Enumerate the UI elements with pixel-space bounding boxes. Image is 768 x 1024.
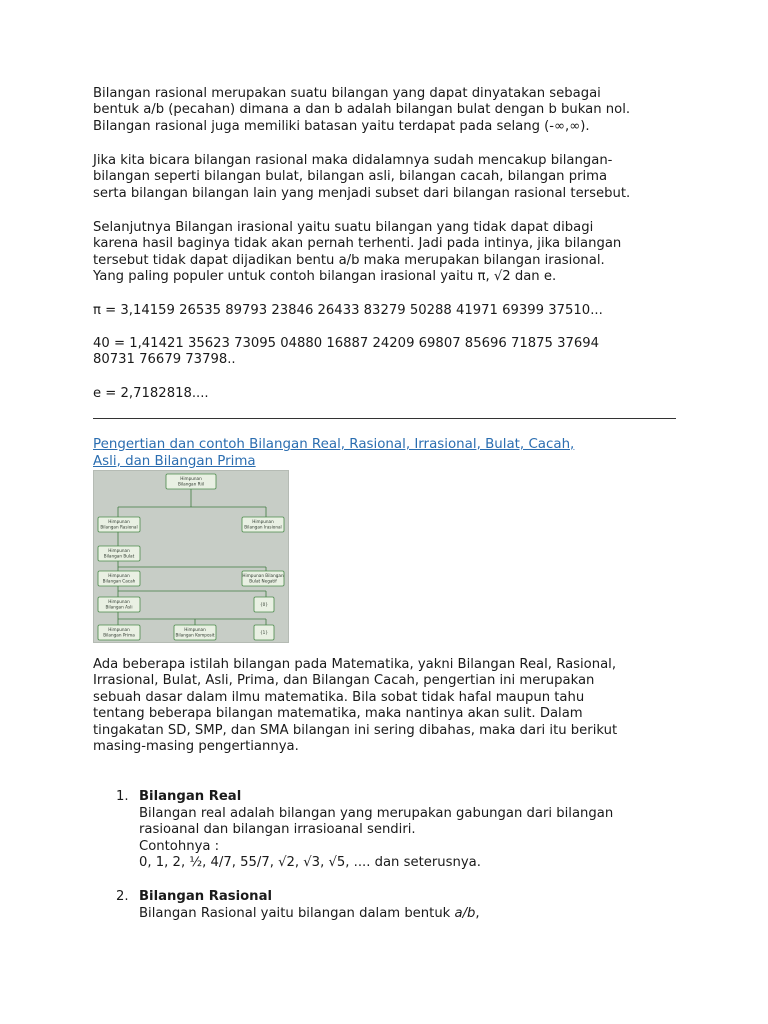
list-title: Bilangan Rasional — [139, 889, 272, 904]
paragraph-rational-subsets: Jika kita bicara bilangan rasional maka didalamnya sudah mencakup bilangan- bilangan seperti bilangan bulat, bilangan asli, bilangan cacah, bilangan prima serta bilangan bilangan lain yang menjadi subset dari bilangan rasional tersebut. — [93, 153, 631, 201]
list-body-math: a/b — [454, 906, 476, 921]
number-set-diagram — [93, 470, 289, 643]
node-nol-label: {0} — [260, 602, 268, 607]
node-cacah-label-1: Himpunan — [108, 573, 130, 578]
node-bulat-label-2: Bilangan Bulat — [103, 553, 135, 559]
list-number: 2. — [116, 889, 129, 904]
node-prima-label-2: Bilangan Prima — [103, 632, 135, 638]
node-irasional-label-2: Bilangan Irasional — [244, 524, 282, 530]
node-komposit-label-2: Bilangan Komposit — [175, 632, 215, 638]
article-intro: Ada beberapa istilah bilangan pada Matematika, yakni Bilangan Real, Rasional, Irrasional, Bulat, Asli, Prima, dan Bilangan Cacah, pengertian ini merupakan sebuah dasar dalam ilmu matematika. Bila sobat tidak hafal maupun tahu tentang beberapa bilangan matematika, maka nantinya akan sulit. Dalam tingakatan SD, SMP, dan SMA bilangan ini sering dibahas, maka dari itu berikut masing-masing pengertiannya. — [93, 657, 618, 755]
node-irasional-label-1: Himpunan — [252, 519, 274, 524]
list-title: Bilangan Real — [139, 789, 242, 804]
node-asli-label-1: Himpunan — [108, 599, 130, 604]
node-cacah-label-2: Bilangan Cacah — [102, 578, 136, 584]
horizontal-divider — [93, 418, 676, 419]
node-satu-label: {1} — [260, 630, 268, 635]
article-title-link[interactable]: Pengertian dan contoh Bilangan Real, Rasional, Irrasional, Bulat, Cacah, Asli, dan Bilangan Prima — [93, 437, 575, 469]
node-bulat-label-1: Himpunan — [108, 548, 130, 553]
node-komposit-label-1: Himpunan — [184, 627, 206, 632]
number-set-diagram-svg — [94, 471, 288, 642]
list-body: Bilangan real adalah bilangan yang merupakan gabungan dari bilangan rasioanal dan bilangan irrasioanal sendiri. Contohnya : 0, 1, 2, ½, 4/7, 55/7, √2, √3, √5, .... dan seterusnya. — [139, 806, 614, 871]
node-bulat-negatif-label-2: Bulat Negatif — [249, 578, 277, 584]
list-body-suffix: , — [475, 906, 480, 921]
list-body-prefix: Bilangan Rasional yaitu bilangan dalam bentuk — [139, 906, 455, 921]
e-expansion: e = 2,7182818.... — [93, 386, 209, 401]
node-rasional-label-2: Bilangan Rasional — [100, 524, 138, 530]
node-real-label-2: Bilangan Riil — [177, 481, 205, 487]
node-prima-label-1: Himpunan — [108, 627, 130, 632]
list-number: 1. — [116, 789, 129, 804]
sqrt-expansion: 40 = 1,41421 35623 73095 04880 16887 24209 69807 85696 71875 37694 80731 76679 73798.. — [93, 336, 600, 368]
paragraph-rational-definition: Bilangan rasional merupakan suatu bilangan yang dapat dinyatakan sebagai bentuk a/b (pecahan) dimana a dan b adalah bilangan bulat dengan b bukan nol. Bilangan rasional juga memiliki batasan yaitu terdapat pada selang (-∞,∞). — [93, 86, 631, 134]
node-bulat-negatif-label-1: Himpunan Bilangan — [242, 573, 284, 578]
pi-expansion: π = 3,14159 26535 89793 23846 26433 83279 50288 41971 69399 37510... — [93, 303, 603, 318]
paragraph-irrational-definition: Selanjutnya Bilangan irasional yaitu suatu bilangan yang tidak dapat dibagi karena hasil baginya tidak akan pernah terhenti. Jadi pada intinya, jika bilangan tersebut tidak dapat dijadikan bentu a/b maka merupakan bilangan irasional. Yang paling populer untuk contoh bilangan irasional yaitu π, √2 dan e. — [93, 220, 622, 285]
node-rasional-label-1: Himpunan — [108, 519, 130, 524]
node-asli-label-2: Bilangan Asli — [105, 604, 133, 610]
node-real-label-1: Himpunan — [180, 476, 202, 481]
list-body — [139, 906, 699, 922]
